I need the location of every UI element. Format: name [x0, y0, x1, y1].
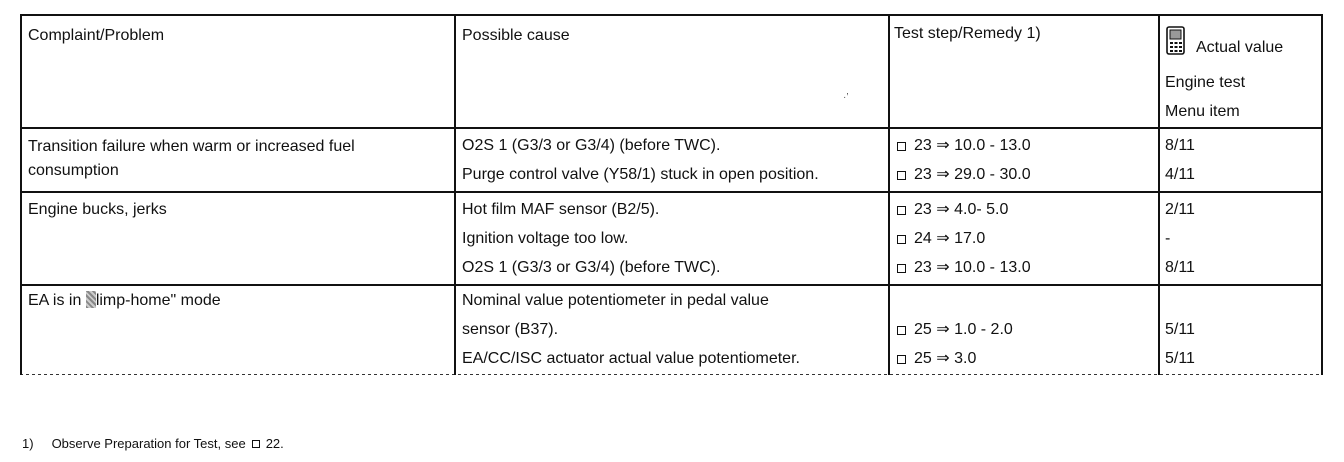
col-border-2	[888, 14, 890, 375]
header-actual-value: Actual value	[1196, 39, 1284, 56]
row2-menu-2: -	[1165, 230, 1171, 247]
scan-speck: ·’	[843, 92, 849, 103]
row2-step-2	[897, 229, 985, 249]
header-bottom-border	[20, 127, 1322, 129]
scan-artifact	[86, 291, 96, 308]
col-border-1	[454, 14, 456, 375]
row1-step-2	[897, 165, 1031, 185]
row3-cause-2: sensor (B37).	[462, 321, 559, 338]
row2-step-3-text: 23 ⇒ 10.0 - 13.0	[914, 259, 1031, 276]
table-cut-border	[20, 374, 1322, 375]
header-cause: Possible cause	[462, 27, 570, 44]
row1-menu-2: 4/11	[1165, 166, 1195, 183]
col-border-left	[20, 14, 22, 375]
row2-cause-2: Ignition voltage too low.	[462, 230, 629, 247]
footnote	[22, 436, 284, 451]
checkbox-icon	[897, 142, 906, 151]
tester-device-icon	[1165, 26, 1187, 56]
row1-bottom-border	[20, 191, 1322, 193]
header-complaint: Complaint/Problem	[28, 27, 165, 44]
footnote-marker: 1)	[22, 436, 34, 451]
row2-bottom-border	[20, 284, 1322, 286]
row1-step-1	[897, 136, 1031, 156]
checkbox-icon	[897, 235, 906, 244]
row2-cause-3: O2S 1 (G3/3 or G3/4) (before TWC).	[462, 259, 721, 276]
header-menu-item: Menu item	[1165, 103, 1240, 120]
row1-step-1-text: 23 ⇒ 10.0 - 13.0	[914, 137, 1031, 154]
row1-complaint-line1: Transition failure when warm or increased fuel	[28, 138, 355, 155]
row1-cause-2: Purge control valve (Y58/1) stuck in open position.	[462, 166, 819, 183]
header-engine-test: Engine test	[1165, 74, 1246, 91]
row3-complaint	[28, 291, 221, 311]
col-border-right	[1321, 14, 1323, 375]
row2-step-1-text: 23 ⇒ 4.0- 5.0	[914, 201, 1009, 218]
checkbox-icon	[897, 355, 906, 364]
header-test-step: Test step/Remedy 1)	[894, 25, 1041, 42]
footnote-text-before: Observe Preparation for Test, see	[51, 436, 246, 451]
row3-complaint-pre: EA is in	[28, 292, 86, 309]
checkbox-icon	[897, 326, 906, 335]
row3-step-3-text: 25 ⇒ 3.0	[914, 350, 977, 367]
row3-cause-3: EA/CC/ISC actuator actual value potentiometer.	[462, 350, 800, 367]
row2-menu-3: 8/11	[1165, 259, 1195, 276]
row1-step-2-text: 23 ⇒ 29.0 - 30.0	[914, 166, 1031, 183]
checkbox-icon	[897, 264, 906, 273]
table-top-border	[20, 14, 1322, 16]
checkbox-icon	[897, 171, 906, 180]
row3-menu-3: 5/11	[1165, 350, 1195, 367]
checkbox-icon	[252, 440, 260, 448]
row1-cause-1: O2S 1 (G3/3 or G3/4) (before TWC).	[462, 137, 721, 154]
row2-menu-1: 2/11	[1165, 201, 1195, 218]
row3-step-2	[897, 320, 1013, 340]
row2-step-1	[897, 200, 1008, 220]
row2-step-2-text: 24 ⇒ 17.0	[914, 230, 986, 247]
row3-complaint-post: limp-home" mode	[95, 292, 221, 309]
footnote-text-after: 22.	[265, 436, 284, 451]
row3-step-3	[897, 349, 976, 369]
row1-complaint-line2: consumption	[28, 162, 119, 179]
row3-cause-1: Nominal value potentiometer in pedal value	[462, 292, 769, 309]
checkbox-icon	[897, 206, 906, 215]
row2-complaint: Engine bucks, jerks	[28, 201, 167, 218]
col-border-3	[1158, 14, 1160, 375]
row3-menu-2: 5/11	[1165, 321, 1195, 338]
row1-menu-1: 8/11	[1165, 137, 1195, 154]
row3-step-2-text: 25 ⇒ 1.0 - 2.0	[914, 321, 1013, 338]
row2-cause-1: Hot film MAF sensor (B2/5).	[462, 201, 660, 218]
row2-step-3	[897, 258, 1031, 278]
